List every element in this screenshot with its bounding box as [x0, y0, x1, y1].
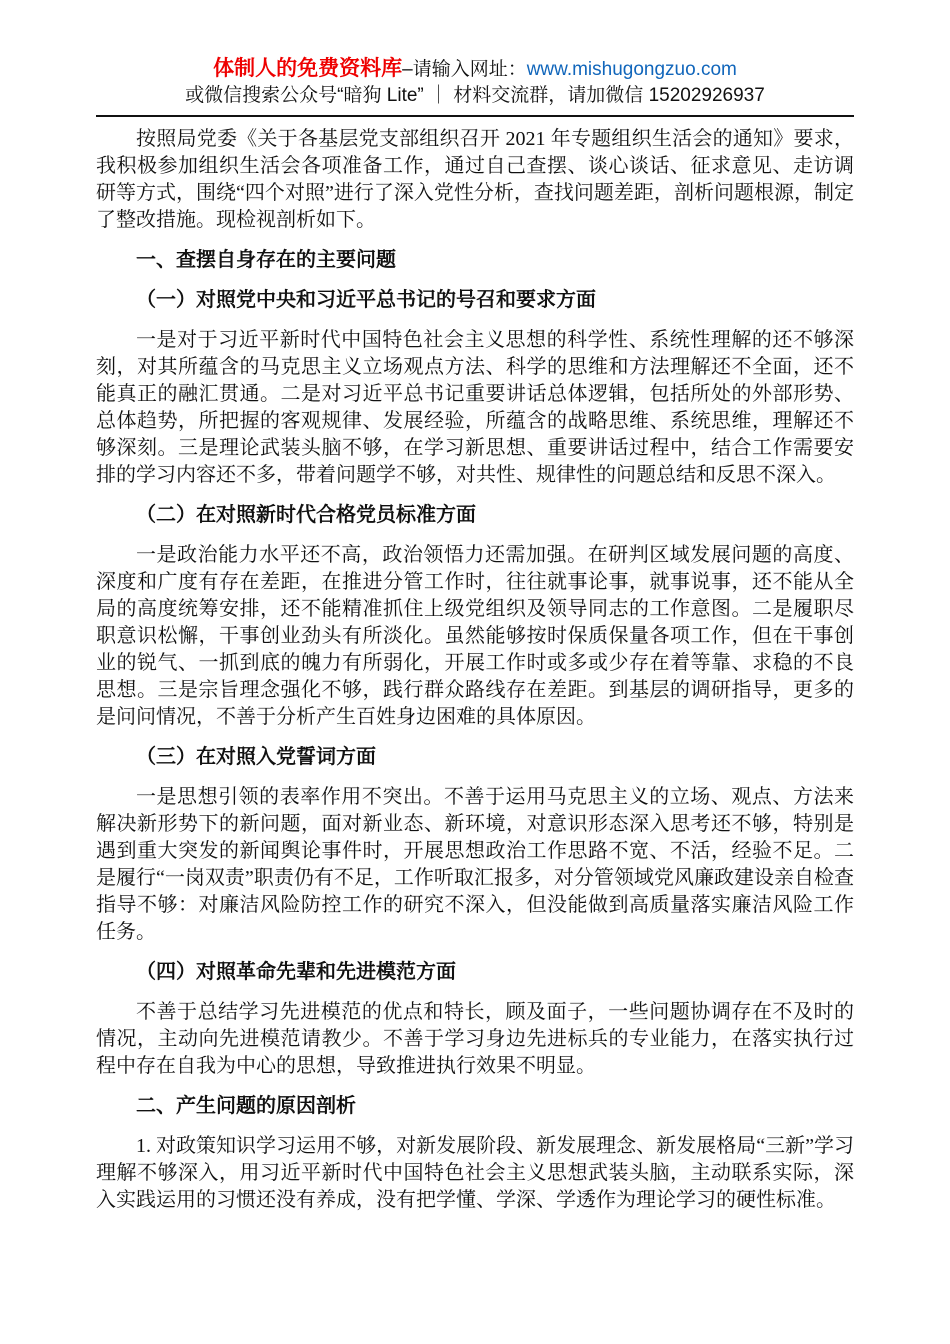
heading-cause-analysis: 二、产生问题的原因剖析: [136, 1095, 356, 1117]
paragraph-sub-2: 一是政治能力水平还不高，政治领悟力还需加强。在研判区域发展问题的高度、深度和广度有存在差距，在推进分管工作时，往往就事论事，就事说事，还不能从全局的高度统筹安排，还不能精准抓住上级党组织及领导同志的工作意图。二是履职尽职意识松懈，干事创业劲头有所淡化。虽然能够按时保质保量各项工作，但在干事创业的锐气、一抓到底的魄力有所弱化，开展工作时或多或少存在着等靠、求稳的不良思想。三是宗旨理念强化不够，践行群众路线存在差距。到基层的调研指导，更多的是问问情况，不善于分析产生百姓身边困难的具体原因。: [96, 544, 854, 728]
paragraph-cause-1: 1. 对政策知识学习运用不够，对新发展阶段、新发展理念、新发展格局“三新”学习理解不够深入，用习近平新时代中国特色社会主义思想武装头脑，主动联系实际，深入实践运用的习惯还没有养成，没有把学懂、学深、学透作为理论学习的硬性标准。: [96, 1135, 854, 1211]
paragraph-sub-3: 一是思想引领的表率作用不突出。不善于运用马克思主义的立场、观点、方法来解决新形势下的新问题，面对新业态、新环境，对意识形态深入思考还不够，特别是遇到重大突发的新闻舆论事件时，开展思想政治工作思路不宽、不活，经验不足。二是履行“一岗双责”职责仍有不足，工作听取汇报多，对分管领域党风廉政建设亲自检查指导不够：对廉洁风险防控工作的研究不深入，但没能做到高质量落实廉洁风险工作任务。: [96, 786, 854, 943]
website-link[interactable]: www.mishugongzuo.com: [526, 59, 737, 80]
heading-main-problems: 一、查摆自身存在的主要问题: [136, 249, 396, 271]
heading-sub-2: （二）在对照新时代合格党员标准方面: [136, 504, 476, 526]
brand-title: 体制人的免费资料库: [213, 57, 403, 80]
heading-sub-1: （一）对照党中央和习近平总书记的号召和要求方面: [136, 289, 596, 311]
url-prompt-text: –请输入网址：: [402, 59, 527, 80]
intro-paragraph: 按照局党委《关于各基层党支部组织召开 2021 年专题组织生活会的通知》要求，我积极参加组织生活会各项准备工作，通过自己查摆、谈心谈话、征求意见、走访调研等方式，围绕“四个对照”进行了深入党性分析，查找问题差距，剖析问题根源，制定了整改措施。现检视剖析如下。: [96, 128, 854, 231]
document-body: [96, 117, 854, 1214]
heading-sub-4: （四）对照革命先辈和先进模范方面: [136, 961, 456, 983]
wechat-contact-line: 或微信搜索公众号“暗狗 Lite” ｜ 材料交流群，请加微信 15202926937: [185, 85, 765, 106]
heading-sub-3: （三）在对照入党誓词方面: [136, 746, 376, 768]
paragraph-sub-1: 一是对于习近平新时代中国特色社会主义思想的科学性、系统性理解的还不够深刻，对其所蕴含的马克思主义立场观点方法、科学的思维和方法理解还不全面，还不能真正的融汇贯通。二是对习近平总书记重要讲话总体逻辑，包括所处的外部形势、总体趋势，所把握的客观规律、发展经验，所蕴含的战略思维、系统思维，理解还不够深刻。三是理论武装头脑不够，在学习新思想、重要讲话过程中，结合工作需要安排的学习内容还不多，带着问题学不够，对共性、规律性的问题总结和反思不深入。: [96, 329, 854, 486]
promo-header-line1: [0, 56, 950, 82]
promo-header: [0, 0, 950, 108]
paragraph-sub-4: 不善于总结学习先进模范的优点和特长，顾及面子，一些问题协调存在不及时的情况，主动向先进模范请教少。不善于学习身边先进标兵的专业能力，在落实执行过程中存在自我为中心的思想，导致推进执行效果不明显。: [96, 1001, 854, 1077]
